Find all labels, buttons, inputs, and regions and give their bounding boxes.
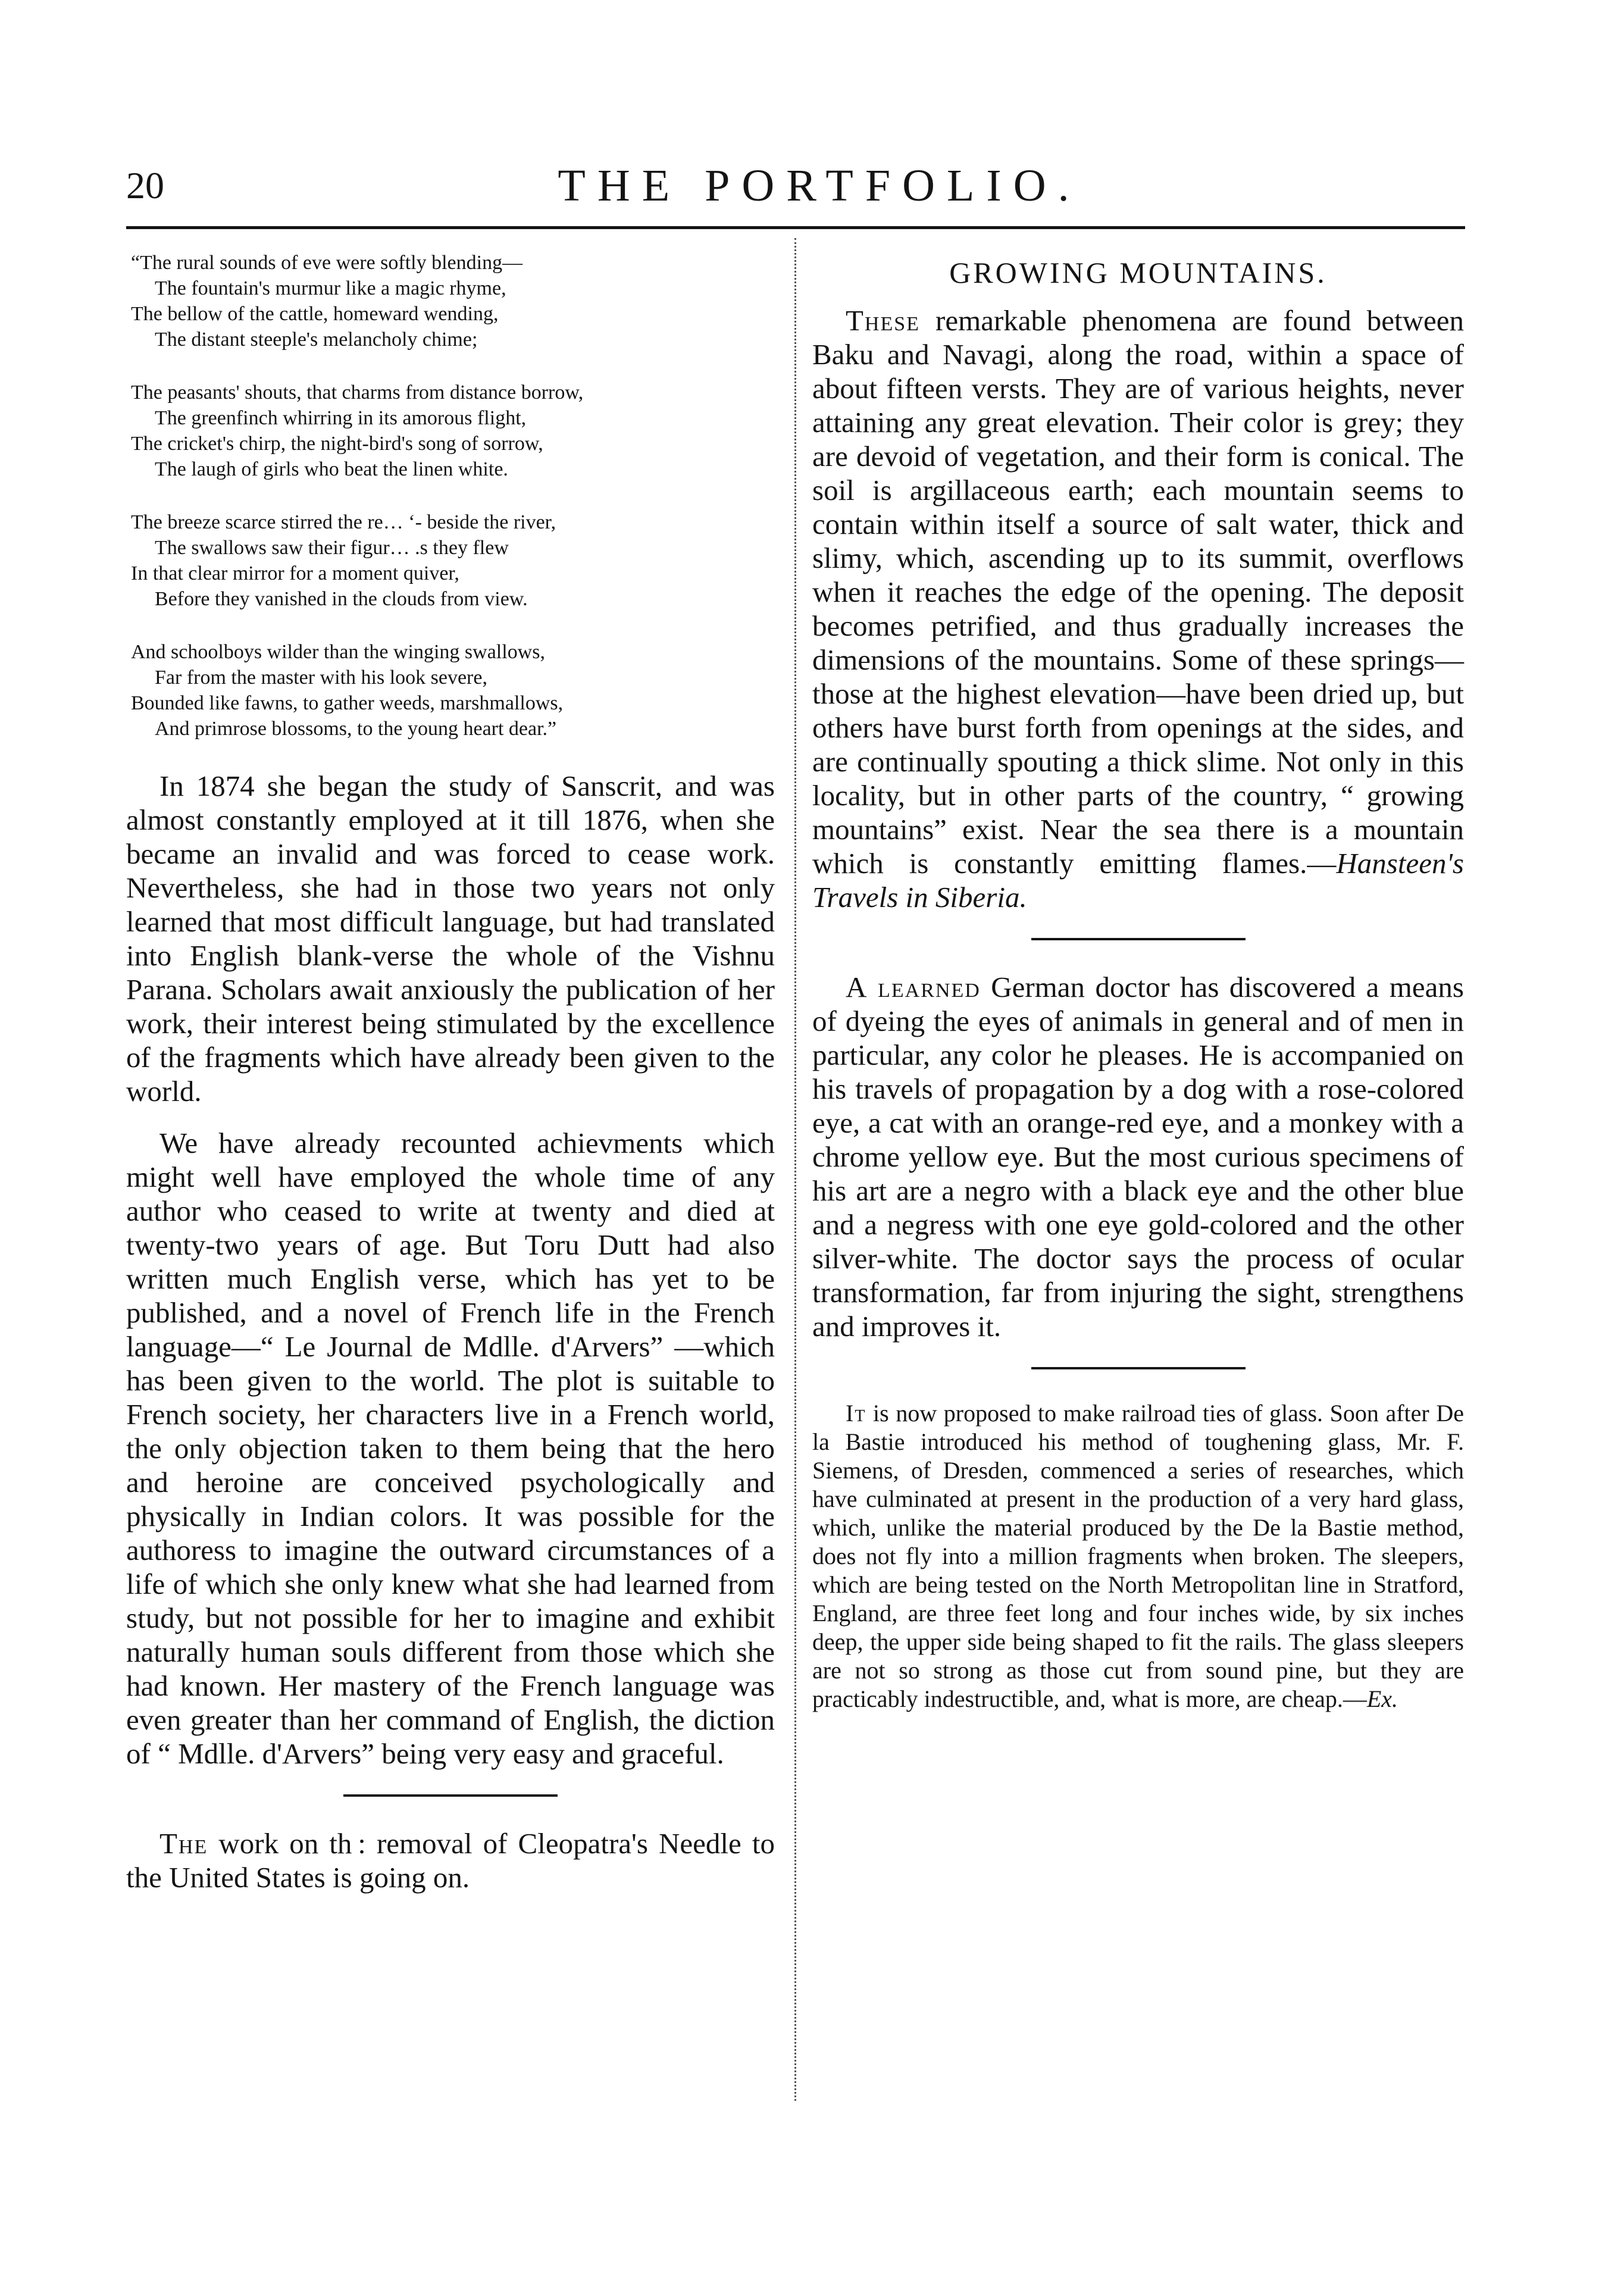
poem-line: The bellow of the cattle, homeward wending, xyxy=(131,303,499,325)
glass-paragraph xyxy=(812,1399,1464,1713)
paragraph-text: work on th : removal of Cleopatra's Needle to the United States is going on. xyxy=(126,1827,775,1894)
poem xyxy=(131,250,775,742)
toru-dutt-paragraph: We have already recounted achievments which might well have employed the whole time of any author who ceased to write at twenty and died at twenty-two years of age. But Toru Dutt had also written much English verse, which has yet to be published, and a novel of French life in the French language—“ Le Journal de Mdlle. d'Arvers” —which has been given to the world. The plot is suitable to French society, her characters live in a French world, the only objection taken to them being that the hero and heroine are conceived psychologically and physically in Indian colors. It was possible for the authoress to imagine the outward circumstances of a life of which she only knew what she had learned from study, but not possible for her to imagine and exhibit naturally human souls different from those which she had known. Her mastery of the French language was even greater than her command of English, the diction of “ Mdlle. d'Arvers” being very easy and graceful. xyxy=(126,1127,775,1770)
section-divider xyxy=(343,1794,558,1797)
poem-stanza xyxy=(131,639,775,742)
poem-line: Before they vanished in the clouds from view. xyxy=(155,588,528,610)
poem-stanza xyxy=(131,380,775,482)
sanscrit-paragraph: In 1874 she began the study of Sanscrit, and was almost constantly employed at it till 1876, when she became an invalid and was forced to cease work. Nevertheless, she had in those two years not only learned that most difficult language, but had translated into English blank-verse the whole of the Vishnu Parana. Scholars await anxiously the publication of her work, their interest being stimulated by the excellence of the fragments which have already been given to the world. xyxy=(126,770,775,1108)
column-divider xyxy=(794,238,796,2101)
lead-word: It xyxy=(846,1400,866,1427)
lead-word: The xyxy=(159,1827,208,1860)
lead-word: These xyxy=(846,304,920,337)
poem-stanza xyxy=(131,250,775,352)
lead-word: A learned xyxy=(846,971,981,1003)
poem-line: Far from the master with his look severe, xyxy=(155,667,487,689)
poem-line: The swallows saw their figur… .s they flew xyxy=(155,537,509,559)
source-citation: Hansteen's Travels in Siberia. xyxy=(812,847,1464,914)
poem-line: The distant steeple's melancholy chime; xyxy=(155,329,478,351)
header-rule xyxy=(126,226,1465,229)
mountains-paragraph xyxy=(812,304,1464,914)
poem-line: And schoolboys wilder than the winging swallows, xyxy=(131,641,545,663)
poem-line: The breeze scarce stirred the re… ‘- beside the river, xyxy=(131,511,556,533)
journal-title: THE PORTFOLIO. xyxy=(558,161,1081,211)
poem-line: In that clear mirror for a moment quiver, xyxy=(131,562,459,584)
paragraph-text: German doctor has discovered a means of dyeing the eyes of animals in general and of men in particular, any color he pleases. He is accompanied on his travels of propagation by a dog with a rose-colored eye, a cat with an orange-red eye, and a monkey with a chrome yellow eye. But the most curious specimens of his art are a negro with a black eye and the other blue and a negress with one eye gold-colored and the other silver-white. The doctor says the process of ocular transformation, far from injuring the sight, strengthens and improves it. xyxy=(812,971,1464,1343)
doctor-paragraph xyxy=(812,970,1464,1343)
poem-line: “The rural sounds of eve were softly blending— xyxy=(131,252,523,274)
paragraph-text: remarkable phenomena are found between Baku and Navagi, along the road, within a space of about fifteen versts. They are of various heights, never attaining any great elevation. Their color is grey; they are devoid of vegetation, and their form is conical. The soil is argillaceous earth; each mountain seems to contain within itself a source of salt water, thick and slimy, which, ascending up to its summit, overflows when it reaches the edge of the opening. The deposit becomes petrified, and thus gradually increases the dimensions of the mountains. Some of these springs—those at the highest elevation—have been dried up, but others have burst forth from openings at the sides, and are continually spouting a thick slime. Not only in this locality, but in other parts of the country, “ growing mountains” exist. Near the sea there is a mountain which is constantly emitting flames.— xyxy=(812,304,1464,880)
poem-stanza xyxy=(131,509,775,612)
section-divider xyxy=(1031,938,1246,940)
cleopatra-paragraph xyxy=(126,1826,775,1894)
page-number: 20 xyxy=(126,164,164,207)
page-header xyxy=(126,156,1465,227)
poem-line: Bounded like fawns, to gather weeds, marshmallows, xyxy=(131,692,564,714)
source-citation: Ex. xyxy=(1366,1685,1398,1712)
poem-line: The cricket's chirp, the night-bird's song of sorrow, xyxy=(131,433,543,455)
poem-line: And primrose blossoms, to the young heart dear.” xyxy=(155,718,557,740)
poem-line: The fountain's murmur like a magic rhyme, xyxy=(155,277,506,299)
poem-line: The greenfinch whirring in its amorous flight, xyxy=(155,407,527,429)
poem-line: The peasants' shouts, that charms from distance borrow, xyxy=(131,381,584,404)
paragraph-text: is now proposed to make railroad ties of glass. Soon after De la Bastie introduced his method of toughening glass, Mr. F. Siemens, of Dresden, commenced a series of researches, which have culminated at present in the production of a very hard glass, which, unlike the material produced by the De la Bastie method, does not fly into a million fragments when broken. The sleepers, which are being tested on the North Metropolitan line in Stratford, England, are three feet long and four inches wide, by six inches deep, the upper side being shaped to fit the rails. The glass sleepers are not so strong as those cut from sound pine, but they are practicably indestructible, and, what is more, are cheap.— xyxy=(812,1400,1464,1712)
section-divider xyxy=(1031,1367,1246,1369)
poem-line: The laugh of girls who beat the linen white. xyxy=(155,458,508,480)
left-column xyxy=(126,250,775,1912)
right-column xyxy=(812,250,1464,1731)
article-heading: GROWING MOUNTAINS. xyxy=(949,256,1327,289)
